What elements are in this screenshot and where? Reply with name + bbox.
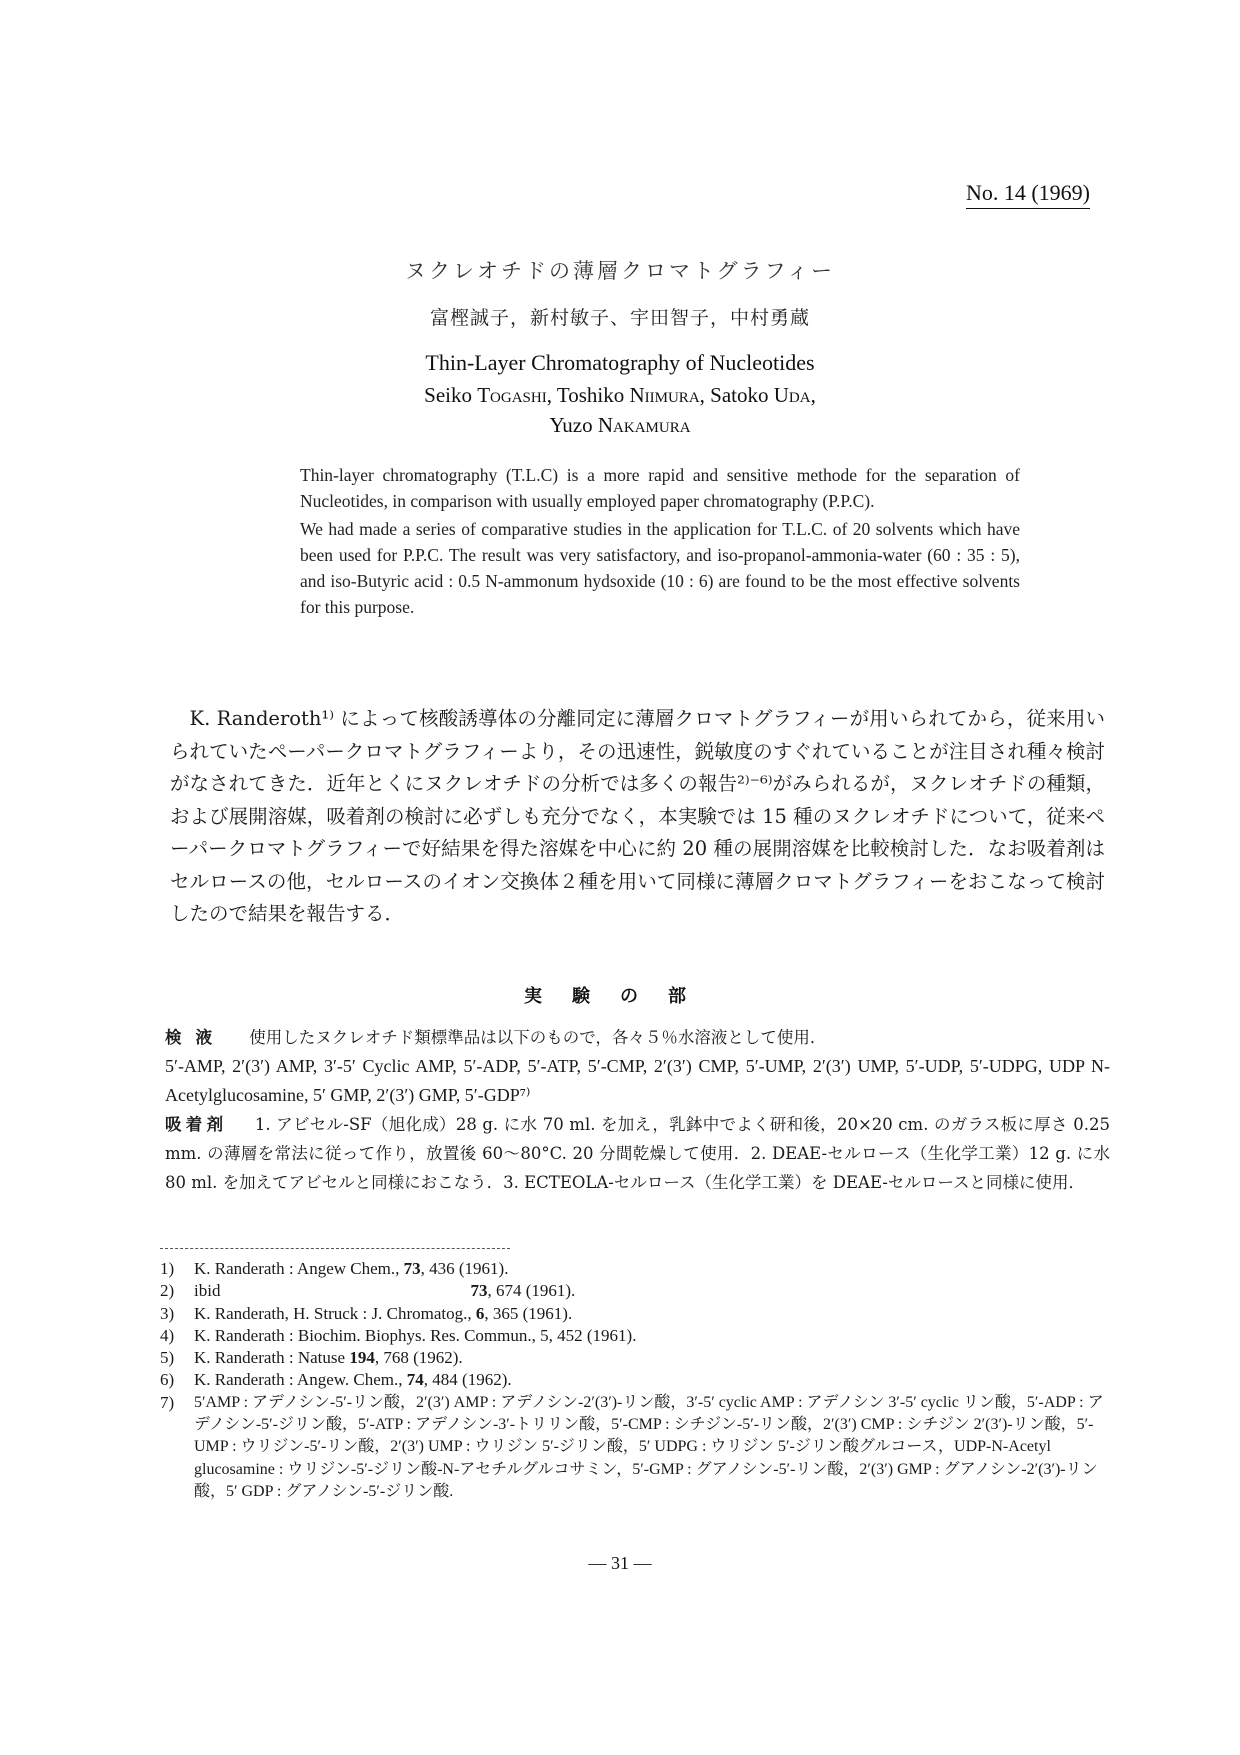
section-heading-experimental: 実験の部 [524, 986, 716, 1007]
reference-text [194, 1369, 1110, 1391]
reference-text [194, 1347, 1110, 1369]
page-number: — 31 — [588, 1553, 652, 1573]
authors-line-1 [0, 380, 1240, 410]
reference-fragment: , 768 (1962). [374, 1348, 463, 1368]
volume-number: 6 [475, 1303, 485, 1323]
reference-number: 2) [160, 1281, 175, 1301]
author-family: Nakamura [597, 413, 691, 437]
reference-fragment: K. Randerath, H. Struck : J. Chromatog., [194, 1303, 476, 1323]
reference-fragment: K. Randerath : Natuse [194, 1348, 350, 1368]
reference-text [194, 1280, 1110, 1302]
english-title: Thin-Layer Chromatography of Nucleotides [425, 350, 815, 375]
references [160, 1258, 1110, 1503]
authors-line-2 [0, 410, 1240, 440]
experimental-section [165, 1023, 1110, 1197]
reference-number: 4) [160, 1325, 175, 1345]
volume-number: 73 [403, 1259, 421, 1278]
reference-fragment: K. Randerath : Angew. Chem., [194, 1370, 407, 1390]
author-family: Niimura [629, 383, 700, 407]
author-family: Togashi [477, 383, 547, 407]
author-given: Seiko [424, 383, 478, 407]
intro-paragraph: K. Randeroth¹⁾ によって核酸誘導体の分離同定に薄層クロマトグラフィーが用いられてから，従来用いられていたペーパークロマトグラフィーより，その迅速性，鋭敏度のすぐれていることが注目され種々検討がなされてきた．近年とくにヌクレオチドの分析では多くの報告²⁾⁻⁶⁾がみられるが，ヌクレオチドの種類，および展開溶媒，吸着剤の検討に必ずしも充分でなく，本実験では 15 種のヌクレオチドについて，従来ペーパークロマトグラフィーで好結果を得た溶媒を中心に約 20 種の展開溶媒を比較検討した．なお吸着剤はセルロースの他，セルロースのイオン交換体２種を用いて同様に薄層クロマトグラフィーをおこなって検討したので結果を報告する． [170, 707, 1105, 925]
sample-label: 検液 [165, 1028, 226, 1047]
reference-fragment: K. Randerath : Biochim. Biophys. Res. Commun., 5, 452 (1961). [194, 1325, 637, 1345]
abstract [300, 462, 1020, 620]
japanese-title: ヌクレオチドの薄層クロマトグラフィー [405, 259, 835, 283]
author-family: Uda [773, 383, 811, 407]
abstract-paragraph: Thin-layer chromatography (T.L.C) is a more rapid and sensitive methode for the separation of Nucleotides, in comparison with usually employed paper chromatography (P.P.C). [300, 465, 1020, 511]
reference-text [194, 1325, 1110, 1347]
reference-fragment: , 674 (1961). [487, 1281, 576, 1301]
volume-number: 74 [406, 1370, 424, 1390]
author-given: , Satoko [699, 383, 774, 407]
volume-number: 194 [349, 1348, 375, 1368]
adsorbent-label: 吸着剤 [165, 1115, 228, 1134]
sample-paragraph [165, 1023, 1110, 1052]
reference-item [160, 1280, 1110, 1302]
author-given: , Toshiko [546, 383, 630, 407]
reference-fragment: 5′AMP : アデノシン-5′-リン酸，2′(3′) AMP : アデノシン-2′(3′)-リン酸，3′-5′ cyclic AMP : アデノシン 3′-5′ cyclic リン酸，5′-ADP : アデノシン-5′-ジリン酸，5′-ATP : アデノシン-3′-トリリン酸，5′-CMP : シチジン-5′-リン酸，2′(3′) CMP : シチジン 2′(3′)-リン酸，5′-UMP : ウリジン-5′-リン酸，2′(3′) UMP : ウリジン 5′-ジリン酸，5′ UDPG : ウリジン 5′-ジリン酸グルコース，UDP-N-Acetyl glucosamine : ウリジン-5′-ジリン酸-N-アセチルグルコサミン，5′-GMP : グアノシン-5′-リン酸，2′(3′) GMP : グアノシン-2′(3′)-リン酸，5′ GDP : グアノシン-5′-ジリン酸. [194, 1393, 1104, 1500]
reference-text [194, 1392, 1110, 1503]
reference-fragment: , 484 (1962). [423, 1370, 512, 1390]
abstract-paragraph: We had made a series of comparative studies in the application for T.L.C. of 20 solvents which have been used for P.P.C. The result was very satisfactory, and iso-propanol-ammonia-water (60 : 35 : 5), and iso-Butyric acid : 0.5 N-ammonum hydsoxide (10 : 6) are found to be the most effective solvents for this purpose. [300, 519, 1020, 617]
reference-fragment: K. Randerath : Angew Chem., [194, 1259, 404, 1278]
sample-list: 5′-AMP, 2′(3′) AMP, 3′-5′ Cyclic AMP, 5′-ADP, 5′-ATP, 5′-CMP, 2′(3′) CMP, 5′-UMP, 2′(3′) UMP, 5′-UDP, 5′-UDPG, UDP N-Acetylglucosamine, 5′ GMP, 2′(3′) GMP, 5′-GDP⁷⁾ [165, 1056, 1110, 1105]
english-authors [0, 380, 1240, 440]
reference-fragment: , 365 (1961). [484, 1303, 573, 1323]
adsorbent-text: 1. アビセル-SF（旭化成）28 g. に水 70 ml. を加え，乳鉢中でよく研和後，20×20 cm. のガラス板に厚さ 0.25 mm. の薄層を常法に従って作り，放置後 60～80°C. 20 分間乾燥して使用．2. DEAE-セルロース（生化学工業）12 g. に水 80 ml. を加えてアビセルと同様におこなう．3. ECTEOLA-セルロース（生化学工業）を DEAE-セルロースと同様に使用． [165, 1115, 1111, 1192]
reference-item [160, 1325, 1110, 1347]
reference-number: 3) [160, 1303, 175, 1323]
reference-item [160, 1369, 1110, 1391]
reference-number: 7) [160, 1392, 175, 1412]
reference-number: 1) [160, 1259, 175, 1278]
reference-number: 5) [160, 1348, 175, 1368]
reference-fragment: , 436 (1961). [420, 1259, 509, 1278]
reference-text [194, 1258, 1110, 1280]
adsorbent-paragraph [165, 1110, 1110, 1197]
reference-text [194, 1303, 1110, 1325]
sample-text: 使用したヌクレオチド類標準品は以下のもので，各々５％水溶液として使用． [249, 1028, 827, 1047]
reference-item [160, 1392, 1110, 1503]
japanese-authors: 富樫誠子，新村敏子、宇田智子，中村勇蔵 [429, 307, 810, 329]
reference-item [160, 1258, 1110, 1280]
separator: , [810, 383, 816, 407]
issue-number: No. 14 (1969) [966, 180, 1090, 209]
author-given: Yuzo [549, 413, 598, 437]
reference-fragment: ibid [194, 1281, 221, 1301]
introduction [170, 703, 1105, 931]
reference-item [160, 1347, 1110, 1369]
reference-item [160, 1303, 1110, 1325]
footnote-divider [160, 1248, 510, 1249]
volume-number: 73 [470, 1281, 488, 1301]
reference-number: 6) [160, 1370, 175, 1390]
